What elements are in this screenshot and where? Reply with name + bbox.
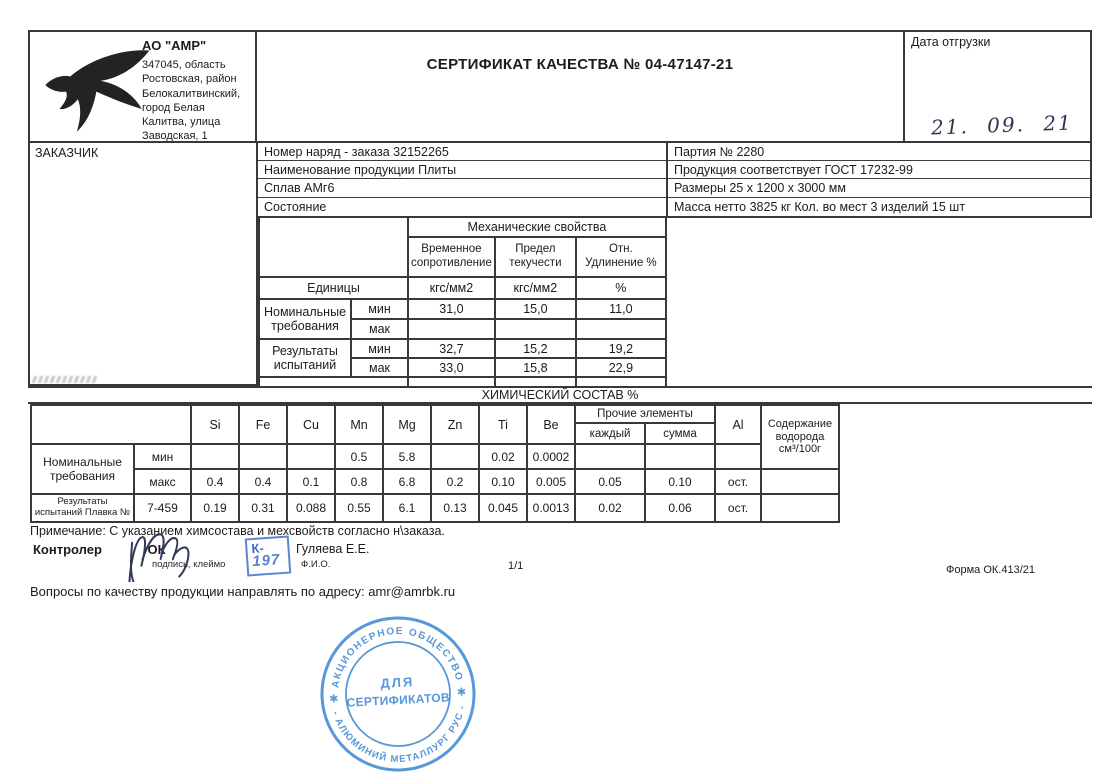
ok-label: ОК (147, 542, 166, 557)
mech-max-label: мак (351, 319, 408, 339)
company-address (142, 58, 254, 144)
ink-smudge (32, 376, 99, 383)
chem-value: 0.2 (431, 469, 479, 494)
mech-value: 32,7 (408, 339, 495, 358)
element-header: Mn (335, 405, 383, 444)
mech-value (408, 319, 495, 339)
element-header: Zn (431, 405, 479, 444)
element-header: Ti (479, 405, 527, 444)
chemical-composition-section (30, 404, 840, 523)
mech-unit: кгс/мм2 (408, 277, 495, 299)
chem-value (431, 444, 479, 469)
mech-value: 31,0 (408, 299, 495, 319)
mech-col-header: Временное сопротивление (408, 237, 495, 277)
chem-value (761, 494, 839, 522)
chem-value: 0.0013 (527, 494, 575, 522)
page-number: 1/1 (508, 560, 524, 572)
order-line: Номер наряд - заказа 32152265 (258, 143, 666, 161)
seal-star-left: ✱ (328, 693, 339, 706)
address-line: 347045, область (142, 59, 226, 71)
mech-value: 15,0 (495, 299, 576, 319)
chem-value: 0.0002 (527, 444, 575, 469)
seal-top-arc-text: АКЦИОНЕРНОЕ ОБЩЕСТВО (330, 625, 465, 689)
chem-results-label: Результаты испытаний Плавка № (31, 494, 134, 522)
ship-date-cell (905, 32, 1090, 141)
chem-value (575, 444, 645, 469)
chem-value (715, 444, 761, 469)
chem-value: 0.10 (479, 469, 527, 494)
customer-box (28, 143, 258, 386)
chem-value (239, 444, 287, 469)
chem-min-label: мин (134, 444, 191, 469)
chem-value: 0.55 (335, 494, 383, 522)
order-line: Сплав АМг6 (258, 179, 666, 197)
ship-date-handwritten: 21. 09. 21 (930, 110, 1074, 140)
signature-caption: подпись, клеймо (152, 559, 226, 570)
element-header: Be (527, 405, 575, 444)
chemical-composition-table (30, 404, 840, 523)
chem-value (287, 444, 335, 469)
chem-value (761, 469, 839, 494)
mech-unit: кгс/мм2 (495, 277, 576, 299)
address-line: город Белая (142, 101, 205, 114)
mech-value: 19,2 (576, 339, 666, 358)
address-line: Заводская, 1 (142, 130, 208, 143)
mech-units-label: Единицы (259, 277, 408, 299)
seal-center-line1: ДЛЯ (380, 674, 415, 691)
address-line: Калитва, улица (142, 116, 221, 129)
chem-value: 0.4 (191, 469, 239, 494)
mechanical-properties-table (258, 216, 667, 388)
inspector-stamp-line2: 197 (251, 551, 281, 571)
chem-value: 0.06 (645, 494, 715, 522)
chem-value: 0.02 (575, 494, 645, 522)
inspector-stamp-line1: К- (250, 540, 265, 557)
header (28, 30, 1092, 143)
company-block (30, 32, 257, 141)
chem-value: 0.5 (335, 444, 383, 469)
chem-value: 0.4 (239, 469, 287, 494)
element-header: Cu (287, 405, 335, 444)
sum-header: сумма (645, 423, 715, 444)
chem-value: 5.8 (383, 444, 431, 469)
each-header: каждый (575, 423, 645, 444)
mech-value (576, 319, 666, 339)
note-line: Примечание: С указанием химсостава и мехсвойств согласно н\заказа. (30, 524, 445, 538)
chem-value: 6.8 (383, 469, 431, 494)
certificate-title: СЕРТИФИКАТ КАЧЕСТВА № 04-47147-21 (426, 56, 734, 73)
chem-value: 0.045 (479, 494, 527, 522)
chem-value: 0.05 (575, 469, 645, 494)
chem-value: ост. (715, 469, 761, 494)
mech-section-title: Механические свойства (408, 217, 666, 237)
mech-value: 33,0 (408, 358, 495, 377)
others-header: Прочие элементы (575, 405, 715, 423)
chem-value: 0.1 (287, 469, 335, 494)
batch-info-box (668, 143, 1092, 218)
chem-value: 0.02 (479, 444, 527, 469)
controller-signature (118, 526, 216, 582)
chem-empty-corner (31, 405, 191, 444)
batch-line: Продукция соответствует ГОСТ 17232-99 (668, 161, 1090, 179)
chem-value: 0.13 (431, 494, 479, 522)
mech-min-label: мин (351, 299, 408, 319)
contact-line: Вопросы по качеству продукции направлять по адресу: amr@amrbk.ru (30, 584, 456, 599)
batch-line: Масса нетто 3825 кг Кол. во мест 3 изделий 15 шт (674, 199, 966, 214)
mech-value (495, 319, 576, 339)
hydrogen-header: Содержание водорода см³/100г (761, 405, 839, 469)
chem-nominal-label: Номинальные требования (31, 444, 134, 494)
batch-line: Партия № 2280 (668, 143, 1090, 161)
ship-date-label: Дата отгрузки (911, 35, 991, 49)
company-info (142, 38, 254, 144)
inspector-stamp (245, 536, 292, 577)
order-line: Наименование продукции Плиты (258, 161, 666, 179)
address-line: Ростовская, район (142, 73, 237, 86)
element-header: Mg (383, 405, 431, 444)
chem-value (645, 444, 715, 469)
mech-min-label: мин (351, 339, 408, 358)
order-line: Состояние (264, 199, 327, 214)
mech-value: 22,9 (576, 358, 666, 377)
al-header: Al (715, 405, 761, 444)
form-number: Форма ОК.413/21 (946, 564, 1035, 576)
mech-value: 11,0 (576, 299, 666, 319)
seal-center-line2: СЕРТИФИКАТОВ (346, 690, 451, 710)
mech-max-label: мак (351, 358, 408, 377)
element-header: Si (191, 405, 239, 444)
controller-label: Контролер (33, 542, 102, 557)
batch-line: Размеры 25 х 1200 х 3000 мм (668, 179, 1090, 197)
title-cell (257, 32, 905, 141)
mech-empty-corner (259, 217, 408, 277)
mech-unit: % (576, 277, 666, 299)
controller-name: Гуляева Е.Е. (296, 542, 370, 556)
address-line: Белокалитвинский, (142, 87, 241, 100)
svg-text:- АЛЮМИНИЙ МЕТАЛЛУРГ РУС - (329, 703, 470, 768)
chem-value: 0.088 (287, 494, 335, 522)
seal-bottom-arc-text: - АЛЮМИНИЙ МЕТАЛЛУРГ РУС - (329, 703, 469, 766)
chem-value: 0.19 (191, 494, 239, 522)
chem-value: 0.10 (645, 469, 715, 494)
mech-col-header: Отн. Удлинение % (576, 237, 666, 277)
melt-number: 7-459 (134, 494, 191, 522)
customer-label: ЗАКАЗЧИК (35, 146, 99, 160)
certification-seal (314, 610, 482, 778)
chem-value (191, 444, 239, 469)
chem-section-title: ХИМИЧЕСКИЙ СОСТАВ % (28, 386, 1092, 404)
seal-star-right: ✱ (456, 686, 467, 699)
fio-caption: Ф.И.О. (301, 559, 331, 570)
chem-value: 6.1 (383, 494, 431, 522)
chem-max-label: макс (134, 469, 191, 494)
mech-value: 15,2 (495, 339, 576, 358)
mech-results-label: Результаты испытаний (259, 339, 351, 377)
mech-value: 15,8 (495, 358, 576, 377)
order-info-box (258, 143, 668, 218)
company-name: АО "АМР" (142, 38, 207, 53)
element-header: Fe (239, 405, 287, 444)
chem-value: 0.005 (527, 469, 575, 494)
mech-nominal-label: Номинальные требования (259, 299, 351, 339)
chem-value: 0.8 (335, 469, 383, 494)
mechanical-properties-section (258, 216, 667, 388)
chem-value: ост. (715, 494, 761, 522)
chem-value: 0.31 (239, 494, 287, 522)
mech-col-header: Предел текучести (495, 237, 576, 277)
